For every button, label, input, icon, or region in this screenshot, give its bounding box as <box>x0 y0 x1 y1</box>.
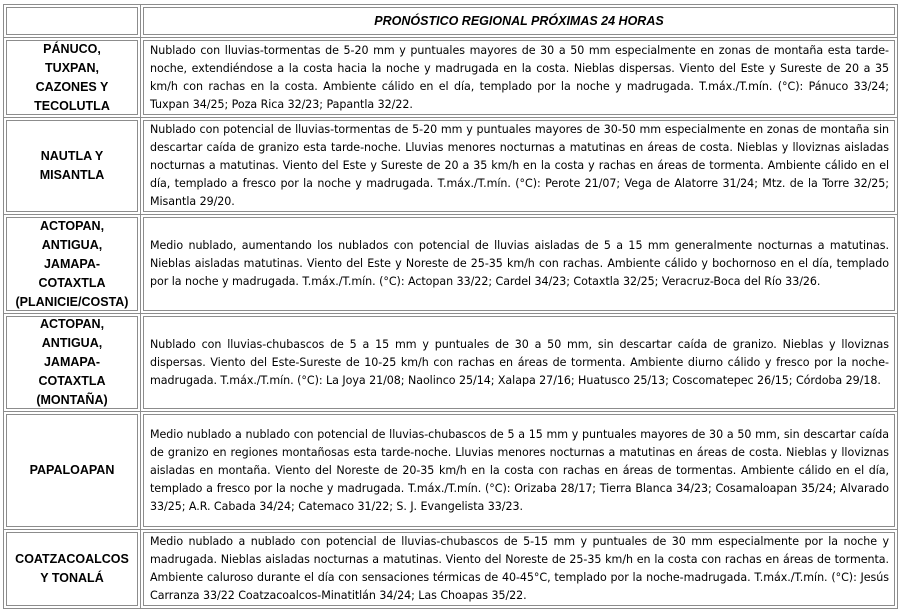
table-row <box>4 38 898 118</box>
forecast-cell <box>141 215 898 314</box>
region-label: COATZACOALCOS Y TONALÁ <box>15 552 129 585</box>
region-name <box>4 530 141 609</box>
corner-cell <box>4 5 141 38</box>
forecast-text: Nublado con lluvias-tormentas de 5-20 mm y puntuales mayores de 30 a 50 mm especialmente en zonas de montaña esta tarde-noche, extendiéndose a la costa hacia la noche y madrugada en la costa. Nieblas dispersas. Viento del Este y Sureste de 20 a 35 km/h con rachas en la costa. Ambiente cálido en el día, templado por la noche y madrugada. T.máx./T.mín. (°C): Pánuco 33/24; Tuxpan 34/25; Poza Rica 32/23; Papantla 32/22. <box>150 43 889 111</box>
region-label: PAPALOAPAN <box>29 463 115 477</box>
region-name <box>4 118 141 215</box>
region-label: NAUTLA Y MISANTLA <box>39 149 105 182</box>
table-row <box>4 412 898 530</box>
table-title: PRONÓSTICO REGIONAL PRÓXIMAS 24 HORAS <box>141 5 898 38</box>
table-row <box>4 215 898 314</box>
forecast-text: Medio nublado a nublado con potencial de lluvias-chubascos de 5 a 15 mm y puntuales mayores de 30 a 50 mm, sin descartar caída de granizo en regiones montañosas esta tarde-noche. Lluvias menores nocturnas a matutinas en áreas de costa. Nieblas y lloviznas aisladas en montaña. Viento del Noreste de 20-35 km/h en la costa con rachas en áreas de tormentas. Ambiente cálido en el día, templado a fresco por la noche y madrugada. T.máx./T.mín. (°C): Orizaba 28/17; Tierra Blanca 34/23; Cosamaloapan 35/24; Alvarado 33/25; A.R. Cabada 34/24; Catemaco 31/22; S. J. Evangelista 33/23. <box>150 427 889 513</box>
table-row <box>4 530 898 609</box>
region-label: ACTOPAN, ANTIGUA, JAMAPA- COTAXTLA (PLANICIE/COSTA) <box>15 218 129 309</box>
forecast-cell <box>141 118 898 215</box>
forecast-cell <box>141 314 898 412</box>
table-row <box>4 118 898 215</box>
header-row <box>4 5 898 38</box>
forecast-table <box>3 4 898 609</box>
forecast-cell <box>141 38 898 118</box>
region-name <box>4 215 141 314</box>
forecast-cell <box>141 412 898 530</box>
forecast-text: Medio nublado a nublado con potencial de lluvias-chubascos de 5-15 mm y puntuales de 30 mm especialmente por la noche y madrugada. Nieblas aisladas nocturnas a matutinas. Viento del Noreste de 25-35 km/h en la costa con rachas en áreas de tormenta. Ambiente caluroso durante el día con sensaciones térmicas de 40-45°C, templado por la noche-madrugada. T.máx./T.mín. (°C): Jesús Carranza 33/22 Coatzacoalcos-Minatitlán 34/24; Las Choapas 35/22. <box>150 535 889 602</box>
region-label: PÁNUCO, TUXPAN, CAZONES Y TECOLUTLA <box>34 41 110 113</box>
region-name <box>4 38 141 118</box>
region-name <box>4 412 141 530</box>
forecast-text: Medio nublado, aumentando los nublados con potencial de lluvias aisladas de 5 a 15 mm generalmente nocturnas a matutinas. Nieblas aisladas matutinas. Viento del Este y Noreste de 25-35 km/h con rachas. Ambiente cálido y bochornoso en el día, templado por la noche y madrugada. T.máx./T.mín. (°C): Actopan 33/22; Cardel 34/23; Cotaxtla 32/25; Veracruz-Boca del Río 33/26. <box>150 239 889 288</box>
region-name <box>4 314 141 412</box>
table-row <box>4 314 898 412</box>
forecast-text: Nublado con potencial de lluvias-tormentas de 5-20 mm y puntuales mayores de 30-50 mm especialmente en zonas de montaña sin descartar caída de granizo esta tarde-noche. Lluvias menores nocturnas a matutinas en áreas de costa. Nieblas y lloviznas aisladas nocturnas a matutinas. Viento del Este y Sureste de 20 a 35 km/h en la costa y rachas en áreas de tormenta. Ambiente cálido en el día, templado a fresco por la noche y madrugada. T.máx./T.mín. (°C): Perote 21/07; Vega de Alatorre 31/24; Mtz. de la Torre 32/25; Misantla 29/20. <box>150 123 889 208</box>
region-label: ACTOPAN, ANTIGUA, JAMAPA- COTAXTLA (MONTAÑA) <box>36 317 108 407</box>
forecast-text: Nublado con lluvias-chubascos de 5 a 15 mm y puntuales de 30 a 50 mm, sin descartar caída de granizo. Nieblas y lloviznas dispersas. Viento del Este-Sureste de 10-25 km/h con rachas en áreas de tormenta. Ambiente diurno cálido y fresco por la noche-madrugada. T.máx./T.mín. (°C): La Joya 21/08; Naolinco 25/14; Xalapa 27/16; Huatusco 25/13; Coscomatepec 26/15; Córdoba 29/18. <box>150 337 889 387</box>
forecast-cell <box>141 530 898 609</box>
